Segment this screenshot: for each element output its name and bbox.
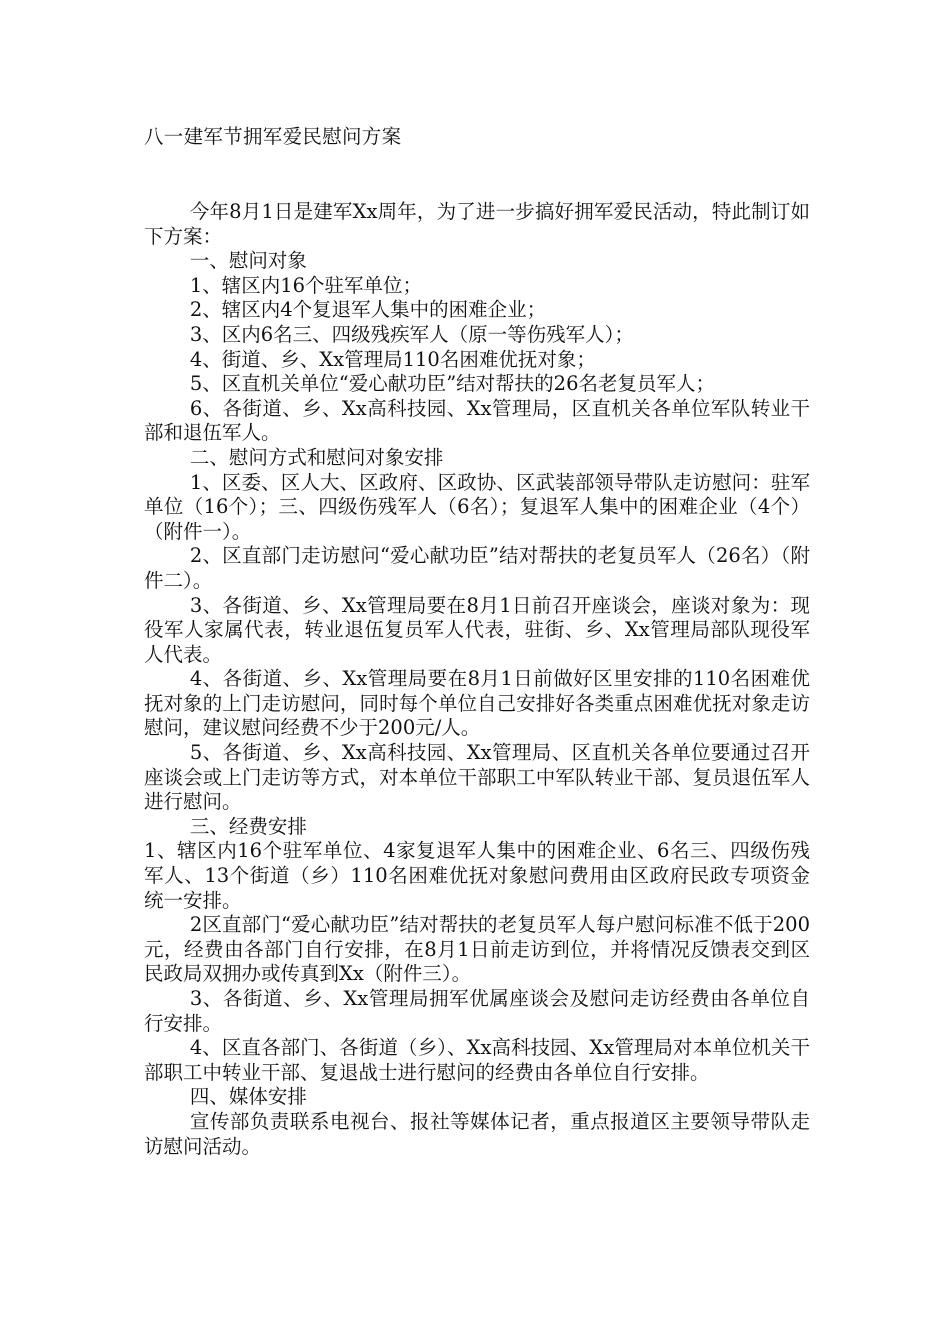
list-item: 1、辖区内16个驻军单位、4家复退军人集中的困难企业、6名三、四级伤残军人、13个街道（乡）110名困难优抚对象慰问费用由区政府民政专项资金统一安排。 — [144, 839, 810, 912]
section-heading: 二、慰问方式和慰问对象安排 — [189, 445, 444, 469]
list-item: 3、各街道、乡、Xx管理局拥军优属座谈会及慰问走访经费由各单位自行安排。 — [144, 987, 810, 1035]
section-heading: 一、慰问对象 — [189, 249, 307, 273]
list-item: 4、区直各部门、各街道（乡）、Xx高科技园、Xx管理局对本单位机关干部职工中转业干部、复退战士进行慰问的经费由各单位自行安排。 — [144, 1036, 810, 1084]
list-item: 4、街道、乡、Xx管理局110名困难优抚对象； — [189, 347, 596, 371]
list-item: 2区直部门“爱心献功臣”结对帮扶的老复员军人每户慰问标准不低于200元，经费由各部门自行安排，在8月1日前走访到位，并将情况反馈表交到区民政局双拥办或传真到Xx（附件三）。 — [144, 913, 810, 986]
list-item: 5、区直机关单位“爱心献功臣”结对帮扶的26名老复员军人； — [189, 372, 715, 396]
list-item: 2、区直部门走访慰问“爱心献功臣”结对帮扶的老复员军人（26名）（附件二）。 — [144, 544, 810, 592]
list-item: 4、各街道、乡、Xx管理局要在8月1日前做好区里安排的110名困难优抚对象的上门走访慰问，同时每个单位自己安排好各类重点困难优抚对象走访慰问，建议慰问经费不少于200元/人。 — [144, 667, 810, 740]
list-item: 3、各街道、乡、Xx管理局要在8月1日前召开座谈会，座谈对象为：现役军人家属代表，转业退伍复员军人代表，驻街、乡、Xx管理局部队现役军人代表。 — [144, 593, 810, 666]
paragraph: 宣传部负责联系电视台、报社等媒体记者，重点报道区主要领导带队走访慰问活动。 — [144, 1109, 810, 1158]
list-item: 1、区委、区人大、区政府、区政协、区武装部领导带队走访慰问：驻军单位（16个）；三、四级伤残军人（6名）；复退军人集中的困难企业（4个）（附件一）。 — [144, 470, 810, 543]
list-item: 2、辖区内4个复退军人集中的困难企业； — [189, 298, 547, 322]
paragraph: 今年8月1日是建军Xx周年，为了进一步搞好拥军爱民活动，特此制订如下方案： — [144, 200, 810, 248]
document-title: 八一建军节拥军爱民慰问方案 — [144, 125, 402, 148]
list-item: 3、区内6名三、四级残疾军人（原一等伤残军人）； — [189, 322, 634, 346]
list-item: 6、各街道、乡、Xx高科技园、Xx管理局，区直机关各单位军队转业干部和退伍军人。 — [144, 396, 810, 445]
list-item: 5、各街道、乡、Xx高科技园、Xx管理局、区直机关各单位要通过召开座谈会或上门走访等方式，对本单位干部职工中军队转业干部、复员退伍军人进行慰问。 — [144, 741, 810, 814]
section-heading: 四、媒体安排 — [189, 1085, 307, 1109]
list-item: 1、辖区内16个驻军单位； — [189, 273, 423, 297]
document-body — [144, 200, 810, 1159]
section-heading: 三、经费安排 — [189, 814, 307, 838]
